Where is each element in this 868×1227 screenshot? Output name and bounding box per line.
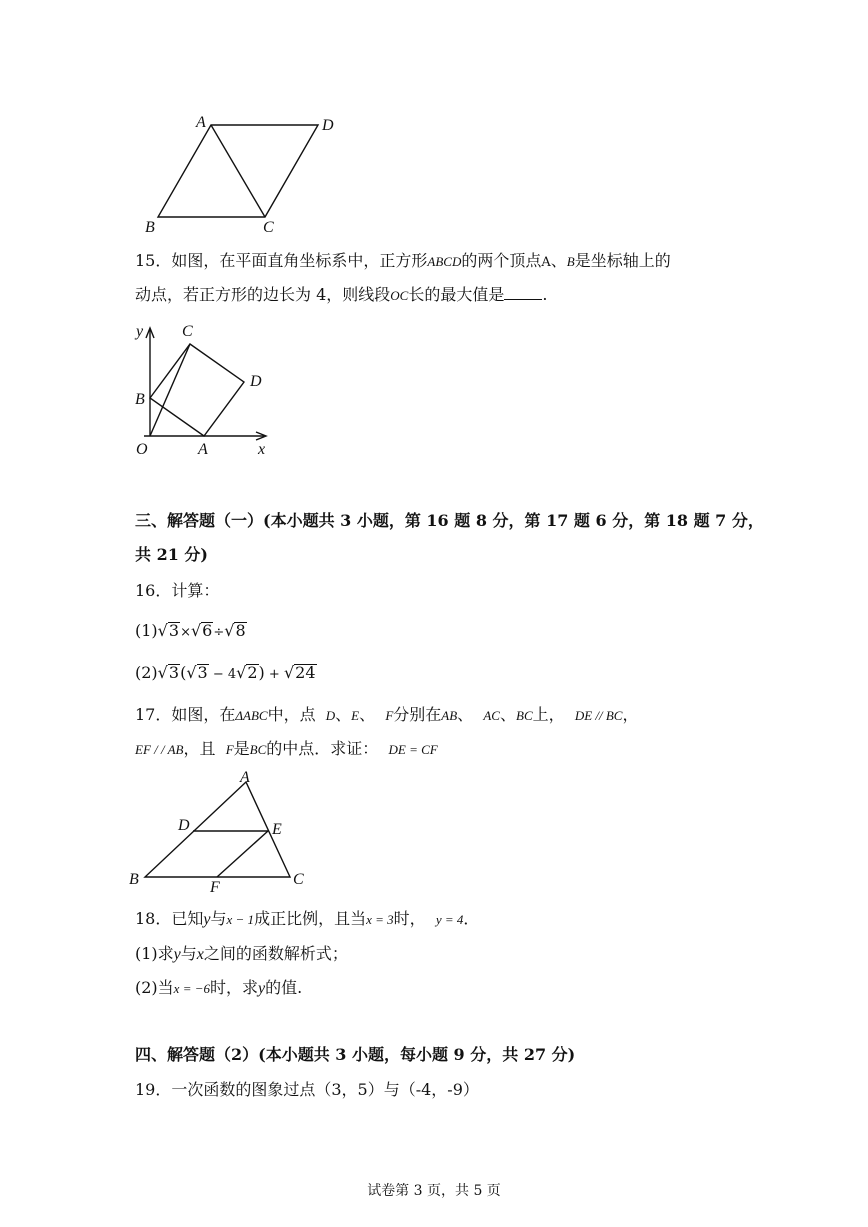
label-o: O (136, 441, 148, 458)
minus-term: − 4 (208, 667, 237, 682)
q17-line2 (135, 738, 438, 761)
q17-text: 中，点 (267, 705, 316, 724)
q18-part1 (135, 943, 348, 966)
q17-text: 上， (532, 705, 565, 724)
radicand: 3 (197, 663, 208, 682)
q15-vertex-b: B (566, 254, 575, 269)
q15-segment: OC (390, 288, 409, 303)
point-f: F (385, 708, 394, 723)
q18-text: 与 (180, 944, 197, 963)
operator-times: × (180, 625, 191, 640)
q18-text: 时， (393, 909, 426, 928)
q16-part1: (1)√3×√6÷√8 (135, 621, 246, 640)
q15-sep: 、 (550, 251, 567, 270)
sep: 、 (457, 705, 474, 724)
page-footer: 试卷第 3 页，共 5 页 (367, 1183, 501, 1199)
rhombus-diagonal-ac (211, 125, 265, 217)
radicand: 8 (235, 621, 246, 640)
radicand: 2 (247, 663, 258, 682)
comma: ， (622, 705, 639, 724)
q17-text: 分别在 (393, 705, 442, 724)
label-c: C (293, 871, 304, 888)
q15-text: 如图，在平面直角坐标系中，正方形 (171, 251, 428, 270)
q15-text: 动点，若正方形的边长为 4，则线段 (135, 285, 391, 304)
segment-ac: AC (483, 708, 500, 723)
q18-text: 的值. (265, 978, 303, 997)
section-4-heading: 四、解答题（2）(本小题共 3 小题，每小题 9 分，共 27 分) (135, 1045, 576, 1064)
label-x: x (258, 441, 266, 458)
paren-open: ( (180, 663, 187, 682)
sep: 、 (335, 705, 352, 724)
var-y: y (258, 980, 266, 997)
radicand: 3 (168, 663, 180, 682)
answer-blank (504, 285, 542, 300)
period: ． (463, 909, 480, 928)
q17-text: 如图，在 (171, 705, 236, 724)
segment-ab: AB (441, 708, 458, 723)
section-3-heading: 三、解答题（一）(本小题共 3 小题，第 16 题 8 分，第 17 题 6 分，第 18 题 7 分， (135, 511, 764, 530)
paren-close: ) (258, 663, 265, 682)
expr-y-equals-4: y = 4 (435, 912, 464, 927)
q17-line1 (135, 704, 639, 727)
sep: 、 (499, 705, 516, 724)
segment-ef (217, 831, 268, 877)
q15-number: 15． (135, 251, 172, 270)
label-d: D (250, 373, 262, 390)
label-d: D (178, 817, 190, 834)
sep: 、 (359, 705, 376, 724)
q17-text: ，且 (183, 739, 216, 758)
q15-line2 (135, 284, 547, 307)
point-e: E (351, 708, 360, 723)
q18-text: 成正比例，且当 (254, 909, 367, 928)
q15-square-name: ABCD (427, 254, 462, 269)
expr-x-minus-1: x − 1 (226, 912, 255, 927)
q18-text: 时，求 (210, 978, 259, 997)
goal-de-equals-cf: DE = CF (388, 742, 438, 757)
q16-title: 16．计算： (135, 581, 220, 600)
triangle-outline (145, 782, 290, 877)
q15-vertex-a: A (541, 255, 551, 270)
expr-x-equals-neg6: x = −6 (173, 981, 210, 996)
label-a: A (240, 769, 250, 786)
q16-part1-label: (1) (135, 621, 158, 640)
q17-number: 17． (135, 705, 172, 724)
radicand: 24 (295, 663, 316, 682)
var-y: y (203, 911, 211, 928)
segment-bc: BC (516, 708, 533, 723)
section-3-heading-cont: 共 21 分) (135, 545, 208, 564)
figure-square-axes (128, 318, 278, 463)
radicand: 6 (202, 621, 213, 640)
figure-rhombus (140, 110, 350, 240)
label-a: A (196, 114, 206, 131)
triangle-name: ΔABC (235, 708, 268, 723)
var-y: y (173, 946, 181, 963)
q18-text: 之间的函数解析式； (203, 944, 348, 963)
square-outline (150, 344, 244, 436)
q18-line1 (135, 908, 479, 931)
q18-text: 与 (210, 909, 227, 928)
q18-text: (2)当 (135, 978, 174, 997)
label-a: A (198, 441, 208, 458)
label-b: B (145, 219, 155, 236)
radicand: 3 (168, 621, 180, 640)
label-e: E (272, 821, 282, 838)
label-c: C (263, 219, 274, 236)
q18-number: 18． (135, 909, 172, 928)
q15-period: . (542, 285, 548, 304)
label-c: C (182, 323, 193, 340)
q16-part2-label: (2) (135, 663, 158, 682)
q18-part2 (135, 977, 302, 1000)
label-f: F (210, 879, 220, 896)
point-f: F (225, 742, 234, 757)
figure-triangle (125, 768, 315, 898)
label-b: B (135, 391, 145, 408)
q17-text: 的中点．求证： (266, 739, 379, 758)
condition-de-parallel-bc: DE // BC (574, 708, 623, 723)
var-x: x (196, 946, 204, 963)
expr-x-equals-3: x = 3 (366, 912, 394, 927)
q15-line1 (135, 250, 671, 274)
label-y: y (136, 323, 144, 340)
q16-part2: (2)√3(√3 − 4√2) + √24 (135, 663, 316, 682)
point-d: D (325, 708, 336, 723)
label-d: D (322, 117, 334, 134)
operator-divide: ÷ (213, 625, 225, 640)
label-b: B (129, 871, 139, 888)
q18-text: 已知 (171, 909, 204, 928)
q18-text: (1)求 (135, 944, 174, 963)
condition-ef-parallel-ab: EF / / AB (135, 742, 184, 757)
segment-bc: BC (249, 742, 267, 757)
q15-text: 是坐标轴上的 (574, 251, 671, 270)
q17-text: 是 (233, 739, 250, 758)
q15-text: 的两个顶点 (461, 251, 542, 270)
q15-text: 长的最大值是 (408, 285, 505, 304)
q19-text: 19．一次函数的图象过点（3，5）与（-4，-9） (135, 1080, 479, 1099)
operator-plus: + (264, 667, 284, 682)
